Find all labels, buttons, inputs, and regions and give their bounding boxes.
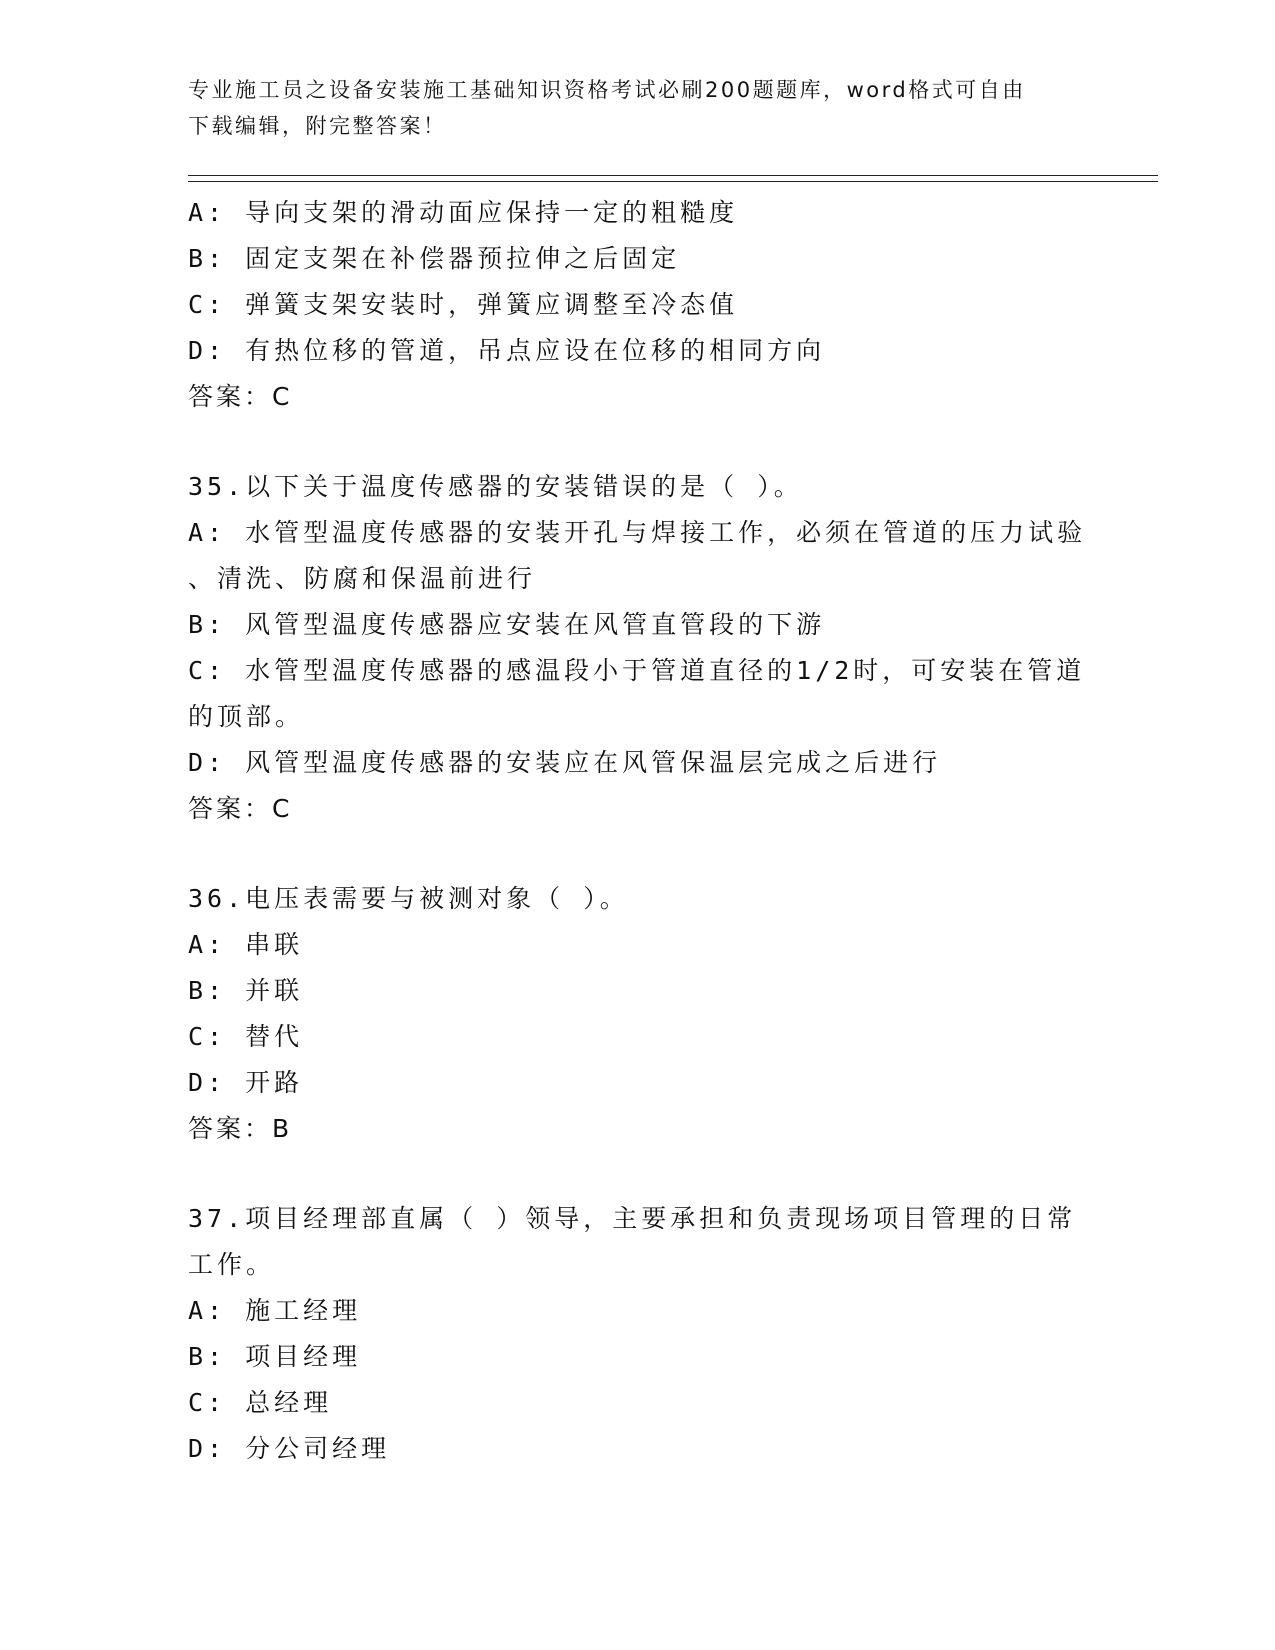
option-d: D: 有热位移的管道，吊点应设在位移的相同方向 <box>188 336 826 365</box>
option-c-line-1: C: 水管型温度传感器的感温段小于管道直径的1/2时，可安装在管道 <box>188 656 1086 685</box>
header-rule-bottom <box>188 181 1158 182</box>
option-a: A: 导向支架的滑动面应保持一定的粗糙度 <box>188 198 739 227</box>
spacer <box>188 832 1088 876</box>
option-a: A: 串联 <box>188 930 304 959</box>
option-a-line-2: 、清洗、防腐和保温前进行 <box>188 564 537 593</box>
option-a: A: 施工经理 <box>188 1296 362 1325</box>
header-line-2: 下载编辑，附完整答案！ <box>188 114 447 138</box>
question-content <box>188 190 1088 1472</box>
question-text: 35.以下关于温度传感器的安装错误的是（ ）。 <box>188 472 803 501</box>
question-block-35 <box>188 464 1088 832</box>
option-b: B: 固定支架在补偿器预拉伸之后固定 <box>188 244 681 273</box>
answer: 答案：B <box>188 1114 293 1143</box>
spacer <box>188 1152 1088 1196</box>
option-c: C: 总经理 <box>188 1388 333 1417</box>
question-text-line-2: 工作。 <box>188 1250 276 1279</box>
option-d: D: 风管型温度传感器的安装应在风管保温层完成之后进行 <box>188 748 942 777</box>
question-block-37 <box>188 1196 1088 1472</box>
answer: 答案：C <box>188 382 293 411</box>
question-block-36 <box>188 876 1088 1152</box>
header-rule-top <box>188 175 1158 176</box>
question-text: 36.电压表需要与被测对象（ ）。 <box>188 884 629 913</box>
option-b: B: 项目经理 <box>188 1342 362 1371</box>
option-b: B: 风管型温度传感器应安装在风管直管段的下游 <box>188 610 826 639</box>
option-d: D: 分公司经理 <box>188 1434 391 1463</box>
question-text-line-1: 37.项目经理部直属（ ）领导，主要承担和负责现场项目管理的日常 <box>188 1204 1077 1233</box>
document-header <box>188 72 1088 144</box>
option-c: C: 弹簧支架安装时，弹簧应调整至冷态值 <box>188 290 739 319</box>
spacer <box>188 420 1088 464</box>
answer: 答案：C <box>188 794 293 823</box>
option-c-line-2: 的顶部。 <box>188 702 305 731</box>
option-c: C: 替代 <box>188 1022 304 1051</box>
header-line-1: 专业施工员之设备安装施工基础知识资格考试必刷200题题库，word格式可自由 <box>188 78 1026 102</box>
option-d: D: 开路 <box>188 1068 304 1097</box>
option-a-line-1: A: 水管型温度传感器的安装开孔与焊接工作，必须在管道的压力试验 <box>188 518 1087 547</box>
option-b: B: 并联 <box>188 976 304 1005</box>
question-block-34 <box>188 190 1088 420</box>
